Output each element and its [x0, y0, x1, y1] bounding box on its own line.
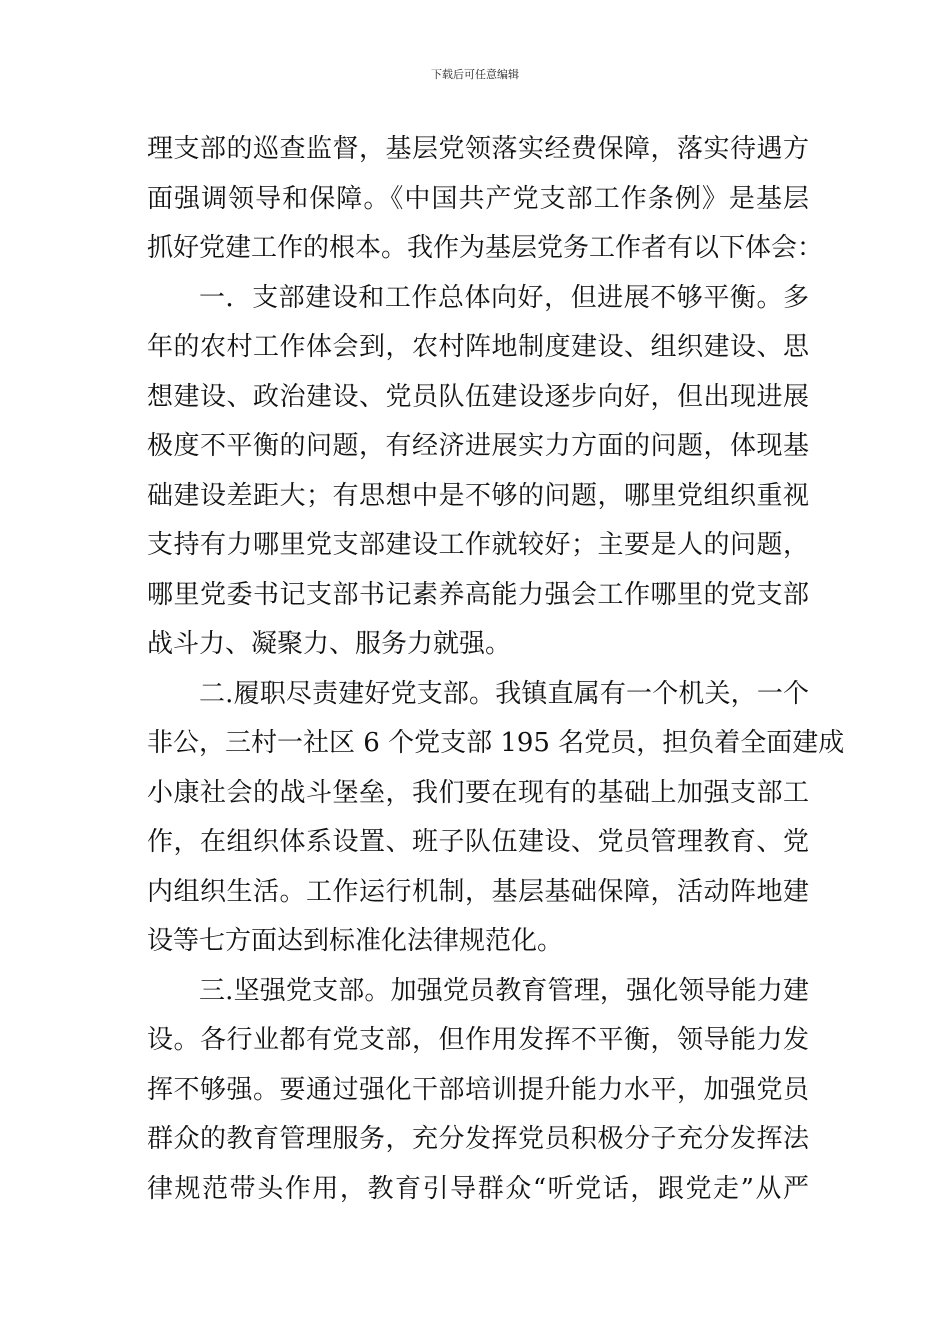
text-line: 非公，三村一社区 6 个党支部 195 名党员，担负着全面建成 — [147, 728, 845, 758]
text-line: 内组织生活。工作运行机制，基层基础保障，活动阵地建 — [147, 876, 809, 907]
text-line: 战斗力、凝聚力、服务力就强。 — [147, 629, 512, 659]
text-line: 面强调领导和保障。《中国共产党支部工作条例》是基层 — [147, 183, 809, 214]
text-line: 一．支部建设和工作总体向好，但进展不够平衡。多 — [199, 282, 809, 313]
text-line: 年的农村工作体会到，农村阵地制度建设、组织建设、思 — [147, 332, 809, 362]
text-line: 想建设、政治建设、党员队伍建设逐步向好，但出现进展 — [147, 381, 809, 412]
text-line: 抓好党建工作的根本。我作为基层党务工作者有以下体会： — [147, 233, 824, 263]
text-line: 哪里党委书记支部书记素养高能力强会工作哪里的党支部 — [147, 579, 809, 610]
text-line: 二.履职尽责建好党支部。我镇直属有一个机关，一个 — [199, 678, 809, 709]
text-line: 设等七方面达到标准化法律规范化。 — [147, 926, 564, 956]
text-line: 础建设差距大；有思想中是不够的问题，哪里党组织重视 — [147, 480, 809, 511]
text-line: 挥不够强。要通过强化干部培训提升能力水平，加强党员 — [147, 1074, 809, 1105]
text-line: 支持有力哪里党支部建设工作就较好；主要是人的问题， — [147, 530, 809, 560]
text-line: 三.坚强党支部。加强党员教育管理，强化领导能力建 — [199, 975, 809, 1006]
text-line: 理支部的巡查监督，基层党领落实经费保障，落实待遇方 — [147, 134, 809, 164]
page-header: 下载后可任意编辑 — [431, 68, 519, 81]
text-line: 律规范带头作用，教育引导群众“听党话，跟党走”从严 — [147, 1173, 809, 1204]
text-line: 设。各行业都有党支部，但作用发挥不平衡，领导能力发 — [147, 1025, 809, 1055]
text-line: 群众的教育管理服务，充分发挥党员积极分子充分发挥法 — [147, 1124, 809, 1154]
text-line: 小康社会的战斗堡垒，我们要在现有的基础上加强支部工 — [147, 777, 809, 808]
text-line: 极度不平衡的问题，有经济进展实力方面的问题，体现基 — [147, 431, 809, 461]
document-body — [147, 125, 845, 1214]
text-line: 作，在组织体系设置、班子队伍建设、党员管理教育、党 — [147, 827, 809, 857]
